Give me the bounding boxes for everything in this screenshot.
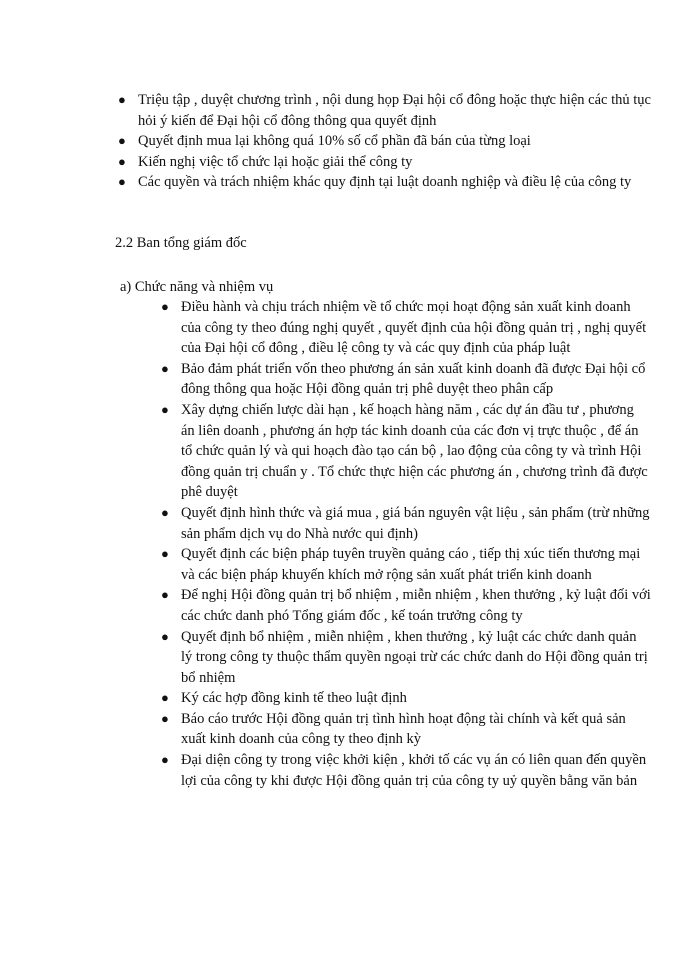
bullet-icon: ●: [161, 504, 169, 520]
bullet-icon: ●: [161, 690, 169, 706]
bullet-icon: ●: [118, 174, 126, 190]
bullet-icon: ●: [118, 153, 126, 169]
bullet-icon: ●: [161, 299, 169, 314]
list-item: [161, 359, 651, 400]
list-item: [161, 627, 651, 689]
list-item: [161, 400, 651, 503]
list-item: [161, 750, 651, 791]
list-item: [161, 297, 651, 359]
list-item-text: Để nghị Hội đồng quản trị bổ nhiệm , miễn nhiệm , khen thưởng , kỷ luật đối với các chức danh phó Tổng giám đốc , kế toán trưởng công ty: [181, 587, 651, 624]
list-item-text: Bảo đảm phát triển vốn theo phương án sản xuất kinh doanh đã được Đại hội cổ đông thông qua hoặc Hội đồng quản trị phê duyệt theo phân cấp: [181, 360, 646, 398]
list-item: [118, 90, 658, 131]
bullet-icon: ●: [161, 546, 169, 562]
list-item-text: Quyết định hình thức và giá mua , giá bán nguyên vật liệu , sản phẩm (trừ những sản phẩm dịch vụ do Nhà nước qui định): [181, 504, 650, 542]
list-item-text: Kiến nghị việc tổ chức lại hoặc giải thể công ty: [138, 153, 413, 170]
list-item: [161, 709, 651, 750]
duties-list: [161, 297, 651, 791]
bullet-icon: ●: [161, 752, 169, 768]
list-item-text: Quyết định bổ nhiệm , miễn nhiệm , khen thưởng , kỷ luật các chức danh quản lý trong công ty thuộc thẩm quyền ngoại trừ các chức danh do Hội đồng quản trị bổ nhiệm: [181, 628, 648, 686]
bullet-icon: ●: [161, 360, 169, 376]
list-item-text: Ký các hợp đồng kinh tế theo luật định: [181, 690, 407, 707]
list-item: [118, 152, 658, 173]
list-item-text: Xây dựng chiến lược dài hạn , kế hoạch hàng năm , các dự án đầu tư , phương án liên doanh , phương án hợp tác kinh doanh của các đơn vị trực thuộc , để án tổ chức quản lý và qui hoạch đào tạo cán bộ , lao động của công ty và trình Hội đồng quản trị chuẩn y . Tổ chức thực hiện các phương án , chương trình đã được phê duyệt: [181, 401, 648, 501]
list-item-text: Quyết định các biện pháp tuyên truyền quảng cáo , tiếp thị xúc tiến thương mại và các biện pháp khuyến khích mở rộng sản xuất phát triển kinh doanh: [181, 546, 641, 583]
bullet-icon: ●: [161, 628, 169, 644]
list-item: [118, 131, 658, 152]
bullet-icon: ●: [161, 710, 169, 726]
list-item-text: Các quyền và trách nhiệm khác quy định tại luật doanh nghiệp và điều lệ của công ty: [138, 174, 632, 191]
list-item-text: Báo cáo trước Hội đồng quản trị tình hình hoạt động tài chính và kết quả sản xuất kinh doanh của công ty theo định kỳ: [181, 710, 626, 748]
bullet-icon: ●: [118, 92, 126, 107]
list-item: [161, 688, 651, 709]
list-item: [118, 172, 658, 193]
list-item: [161, 503, 651, 544]
list-item-text: Quyết định mua lại không quá 10% số cổ phần đã bán của từng loại: [138, 133, 531, 150]
bullet-icon: ●: [161, 401, 169, 417]
section-heading: 2.2 Ban tổng giám đốc: [115, 235, 247, 251]
list-item-text: Triệu tập , duyệt chương trình , nội dung họp Đại hội cổ đông hoặc thực hiện các thủ tục hỏi ý kiến để Đại hội cổ đông thông qua quyết định: [138, 92, 651, 129]
bullet-icon: ●: [161, 587, 169, 603]
board-powers-list: [118, 90, 658, 193]
bullet-icon: ●: [118, 133, 126, 149]
list-item-text: Điều hành và chịu trách nhiệm về tổ chức mọi hoạt động sản xuất kinh doanh của công ty theo đúng nghị quyết , quyết định của hội đồng quản trị , nghị quyết của Đại hội cổ đông , điều lệ công ty và các quy định của pháp luật: [181, 299, 647, 357]
subsection-heading: a) Chức năng và nhiệm vụ: [120, 279, 274, 295]
list-item-text: Đại diện công ty trong việc khởi kiện , khởi tố các vụ án có liên quan đến quyền lợi của công ty khi được Hội đồng quản trị của công ty uỷ quyền bằng văn bản: [181, 752, 647, 789]
list-item: [161, 544, 651, 585]
list-item: [161, 585, 651, 626]
